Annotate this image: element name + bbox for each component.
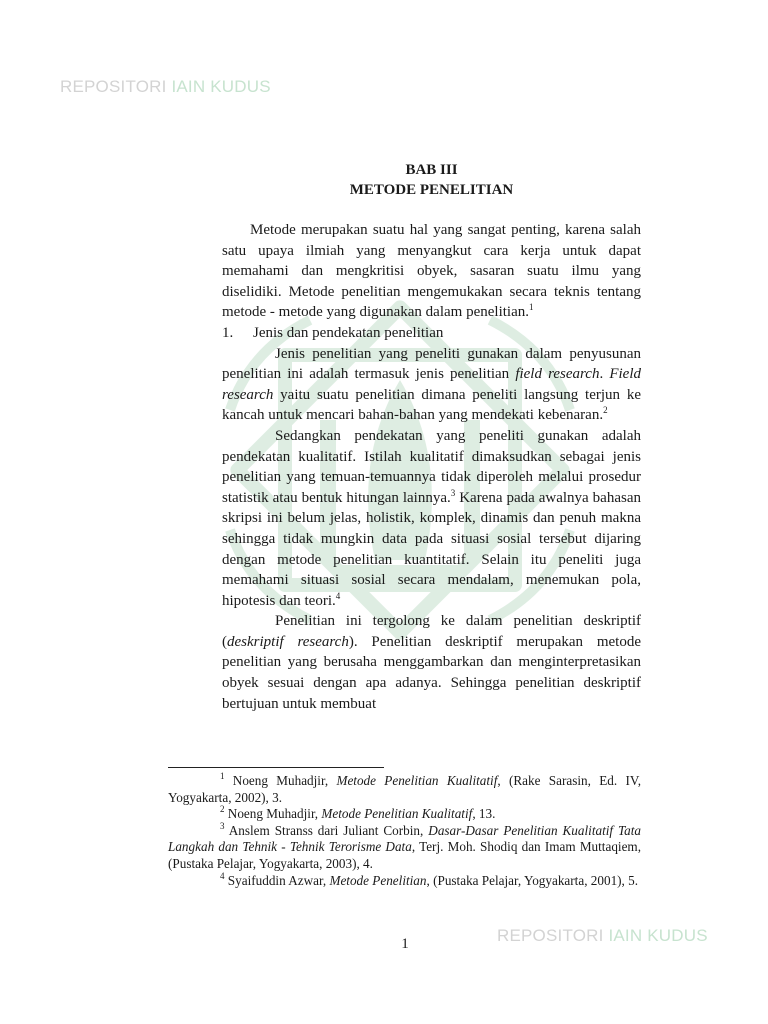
watermark-text-iain-kudus: IAIN KUDUS bbox=[171, 77, 271, 96]
repository-watermark-top bbox=[60, 77, 271, 97]
footnote-4-number: 4 bbox=[220, 870, 225, 881]
footnote-4-author: Syaifuddin Azwar, bbox=[224, 872, 330, 888]
repository-watermark-bottom bbox=[497, 926, 708, 946]
paragraph-approach bbox=[222, 426, 641, 611]
chapter-title: METODE PENELITIAN bbox=[349, 182, 514, 198]
footnote-1-title: Metode Penelitian Kualitatif bbox=[336, 773, 498, 788]
watermark-text-iain-kudus-bottom: IAIN KUDUS bbox=[608, 926, 708, 945]
para1-text-2: . bbox=[599, 366, 610, 383]
footnote-3-number: 3 bbox=[220, 820, 225, 831]
para2-text-1: Sedangkan pendekatan yang peneliti gunakan adalah pendekatan kualitatif. Istilah kualitatif dimaksudkan sebagai jenis penelitian yang temuan-temuannya tidak diperoleh melalui prosedur statistik atau bentuk hitungan lainnya. bbox=[222, 427, 641, 506]
footnote-1-author: Noeng Muhadjir, bbox=[224, 773, 337, 788]
para1-text-3: yaitu suatu penelitian dimana peneliti langsung terjun ke kancah untuk mencari bahan-bahan yang mendekati kebenaran. bbox=[222, 386, 641, 424]
paragraph-descriptive bbox=[222, 611, 641, 714]
footnote-3-title: Dasar-Dasar Penelitian Kualitatif Tata Langkah dan Tehnik - Tehnik Terorisme Data bbox=[168, 822, 642, 855]
footnote-1-publication: , (Rake Sarasin, Ed. IV, Yogyakarta, 2002), 3. bbox=[168, 773, 641, 805]
footnote-ref-1: 1 bbox=[528, 302, 534, 313]
para3-text-1: Penelitian ini tergolong ke dalam penelitian deskriptif ( bbox=[222, 613, 641, 650]
para2-text-2: Karena pada awalnya bahasan skripsi ini belum jelas, holistik, komplek, dinamis dan penuh makna sehingga tidak mungkin data pada situasi sosial tersebut dijaring dengan metode penelitian kuantitatif. Selain itu peneliti juga memahami situasi sosial secara mendalam, menemukan pola, hipotesis dan teori. bbox=[222, 489, 641, 609]
footnote-1-number: 1 bbox=[220, 771, 225, 781]
section-title: Jenis dan pendekatan penelitian bbox=[253, 324, 444, 341]
footnote-2 bbox=[168, 806, 641, 823]
section-heading-1 bbox=[222, 323, 641, 344]
footnote-ref-3: 3 bbox=[450, 487, 456, 498]
footnote-ref-4: 4 bbox=[335, 590, 341, 601]
para1-emphasis-1: field research bbox=[515, 366, 600, 383]
footnote-4-title: Metode Penelitian bbox=[329, 872, 427, 888]
footnotes bbox=[168, 773, 641, 889]
para1-text-1: Jenis penelitian yang peneliti gunakan dalam penyusunan penelitian ini adalah termasuk jenis penelitian bbox=[222, 345, 641, 383]
footnote-4 bbox=[168, 870, 641, 890]
footnote-3-publication: , Terj. Moh. Shodiq dan Imam Muttaqiem, (Pustaka Pelajar, Yogyakarta, 2003), 4. bbox=[168, 839, 641, 871]
watermark-text-repositori: REPOSITORI bbox=[60, 77, 172, 96]
footnote-2-author: Noeng Muhadjir, bbox=[224, 806, 322, 822]
footnote-ref-2: 2 bbox=[603, 405, 608, 416]
paragraph-research-type bbox=[222, 344, 641, 426]
para3-emphasis: deskriptif research bbox=[227, 633, 349, 650]
footnote-2-publication: , 13. bbox=[472, 806, 496, 822]
body-text bbox=[222, 220, 641, 714]
footnote-3 bbox=[168, 820, 642, 873]
intro-text: Metode merupakan suatu hal yang sangat penting, karena salah satu upaya ilmiah yang menyangkut cara kerja untuk dapat memahami dan mengkritisi obyek, sasaran suatu ilmu yang diselidiki. Metode penelitian mengemukakan secara teknis tentang metode - metode yang digunakan dalam penelitian. bbox=[222, 222, 641, 321]
footnote-separator bbox=[168, 767, 384, 768]
watermark-text-repositori-bottom: REPOSITORI bbox=[497, 926, 609, 945]
footnote-2-title: Metode Penelitian Kualitatif bbox=[321, 806, 473, 822]
footnote-3-author: Anslem Stranss dari Juliant Corbin, bbox=[224, 822, 429, 838]
para1-emphasis-2: Field research bbox=[222, 366, 641, 403]
footnote-1 bbox=[168, 773, 641, 806]
footnote-2-number: 2 bbox=[220, 804, 225, 815]
chapter-heading: BAB III bbox=[405, 162, 458, 178]
para3-text-2: ). Penelitian deskriptif merupakan metode penelitian yang berusaha menggambarkan dan menginterpretasikan obyek sesuai dengan apa adanya. Sehingga penelitian deskriptif bertujuan untuk membuat bbox=[222, 633, 641, 712]
footnote-4-publication: , (Pustaka Pelajar, Yogyakarta, 2001), 5. bbox=[426, 872, 639, 888]
page-number: 1 bbox=[401, 936, 409, 952]
intro-paragraph bbox=[222, 220, 641, 323]
section-number: 1. bbox=[222, 324, 234, 341]
